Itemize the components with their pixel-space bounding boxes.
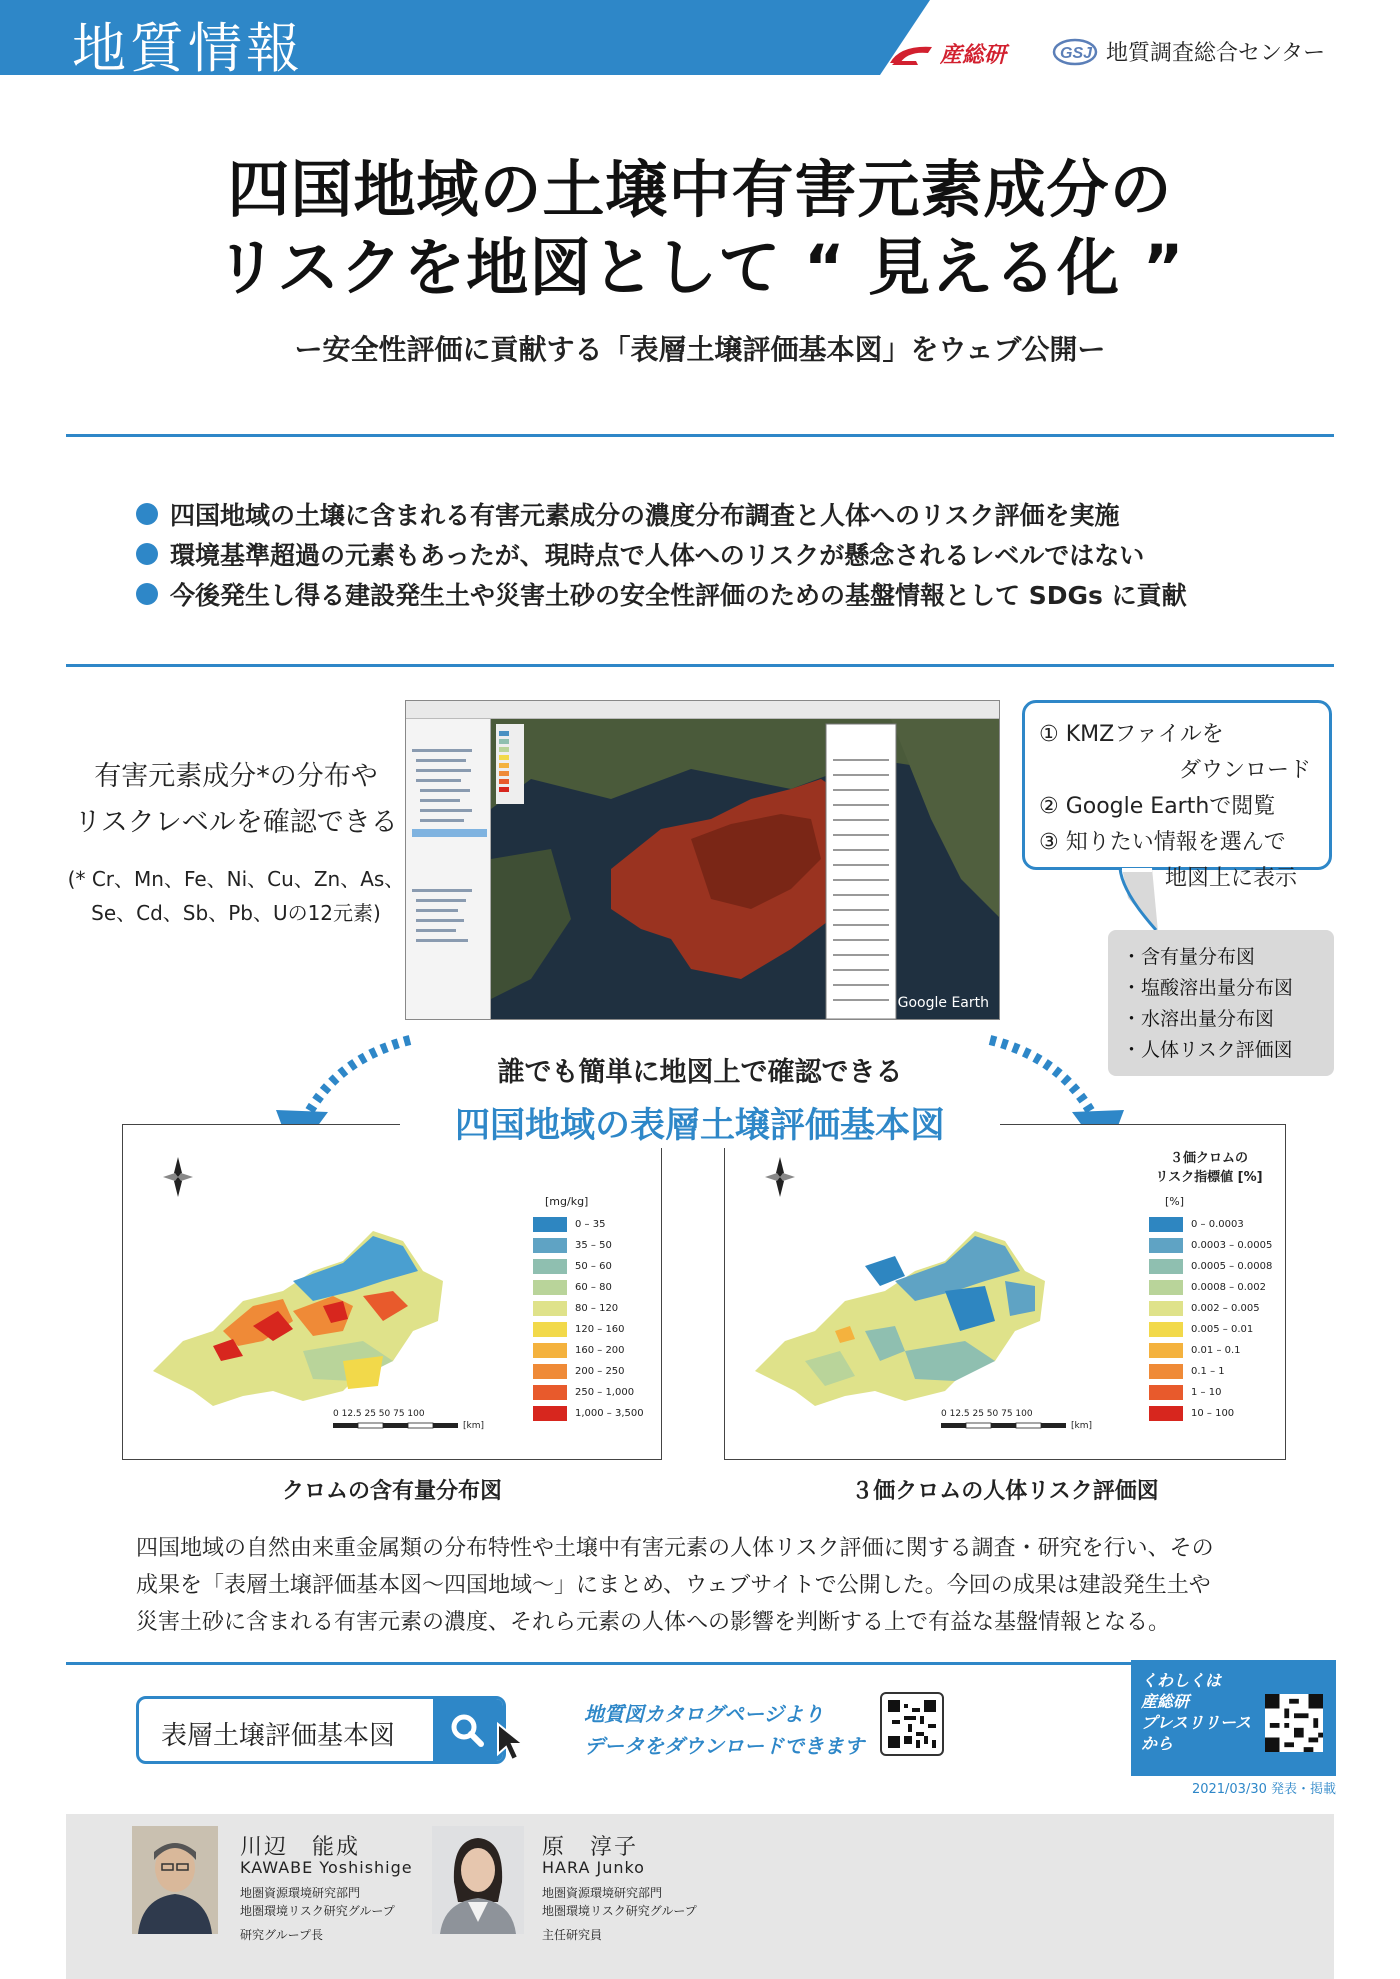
right-map-caption: ３価クロムの人体リスク評価図 bbox=[851, 1479, 1159, 1504]
bullet-text: 今後発生し得る建設発生土や災害土砂の安全性評価のための基盤情報として SDGs に貢献 bbox=[170, 581, 1187, 610]
step-3-cont: 地図上に表示 bbox=[1165, 866, 1298, 891]
legend-label: 250 – 1,000 bbox=[575, 1387, 635, 1398]
legend-label: 50 – 60 bbox=[575, 1261, 612, 1272]
map-type-item: ・塩酸溶出量分布図 bbox=[1122, 977, 1294, 999]
left-caption-line: リスクレベルを確認できる bbox=[74, 807, 398, 838]
atlas-title: 四国地域の表層土壌評価基本図 bbox=[400, 1098, 1000, 1148]
legend-row bbox=[533, 1238, 612, 1253]
author-name-en: KAWABE Yoshishige bbox=[240, 1858, 413, 1877]
legend-row bbox=[1149, 1217, 1244, 1232]
legend-row bbox=[533, 1301, 618, 1316]
aist-mark-icon bbox=[888, 41, 934, 67]
legend-row bbox=[533, 1217, 605, 1232]
legend-swatch bbox=[1149, 1322, 1183, 1337]
bullet-text: 環境基準超過の元素もあったが、現時点で人体へのリスクが懸念されるレベルではない bbox=[170, 541, 1145, 570]
north-arrow-icon bbox=[763, 1155, 797, 1201]
legend-label: 0.002 – 0.005 bbox=[1191, 1303, 1260, 1314]
shikoku-chromium-map bbox=[143, 1211, 463, 1411]
legend-row bbox=[533, 1259, 612, 1274]
element-note-line: Se、Cd、Sb、Pb、Uの12元素) bbox=[91, 901, 381, 925]
screenshot-sidebar bbox=[406, 719, 491, 1019]
gsj-logo-text: 地質調査総合センター bbox=[1106, 41, 1326, 66]
legend-swatch bbox=[1149, 1301, 1183, 1316]
map-type-item: ・含有量分布図 bbox=[1122, 946, 1256, 968]
press-line: プレスリリース bbox=[1141, 1713, 1252, 1732]
body-line: 四国地域の自然由来重金属類の分布特性や土壌中有害元素の人体リスク評価に関する調査・研究を行い、その bbox=[136, 1536, 1214, 1561]
legend-swatch bbox=[1149, 1238, 1183, 1253]
affiliation-line: 地圏環境リスク研究グループ bbox=[542, 1904, 697, 1918]
legend-swatch bbox=[1149, 1364, 1183, 1379]
author-photo-kawabe bbox=[132, 1826, 218, 1934]
legend-label: 120 – 160 bbox=[575, 1324, 625, 1335]
legend-row bbox=[1149, 1406, 1234, 1421]
screenshot-menubar bbox=[406, 701, 999, 719]
divider-top bbox=[66, 434, 1334, 437]
legend-row bbox=[1149, 1301, 1260, 1316]
map-type-item: ・水溶出量分布図 bbox=[1122, 1008, 1275, 1030]
risk-legend-heading bbox=[1149, 1147, 1269, 1185]
scale-bar-icon bbox=[333, 1421, 483, 1431]
legend-label: 35 – 50 bbox=[575, 1240, 612, 1251]
catalog-qr-code-icon[interactable] bbox=[888, 1700, 936, 1748]
shikoku-risk-map bbox=[745, 1211, 1075, 1411]
speech-pointer-icon bbox=[1108, 868, 1168, 932]
author-name-jp: 原 淳子 bbox=[542, 1835, 639, 1860]
map-type-item: ・人体リスク評価図 bbox=[1122, 1039, 1293, 1061]
legend-label: 60 – 80 bbox=[575, 1282, 612, 1293]
legend-label: 160 – 200 bbox=[575, 1345, 625, 1356]
step-2: ② Google Earthで閲覧 bbox=[1039, 794, 1276, 819]
search-icon bbox=[433, 1699, 503, 1761]
map-types-box bbox=[1108, 930, 1334, 1076]
scale-bar-icon bbox=[941, 1421, 1091, 1431]
legend-label: 10 – 100 bbox=[1191, 1408, 1235, 1419]
affiliation-line: 地圏資源環境研究部門 bbox=[542, 1886, 663, 1900]
legend-swatch bbox=[533, 1217, 567, 1232]
search-button[interactable] bbox=[433, 1699, 503, 1761]
bullet-text: 四国地域の土壌に含まれる有害元素成分の濃度分布調査と人体へのリスク評価を実施 bbox=[170, 501, 1120, 530]
bullet-dot-icon bbox=[136, 503, 158, 525]
legend-swatch bbox=[533, 1322, 567, 1337]
legend-swatch bbox=[533, 1301, 567, 1316]
risk-legend-heading-line: ３価クロムの bbox=[1169, 1151, 1248, 1166]
scale-labels: 0 12.5 25 50 75 100 bbox=[333, 1409, 425, 1419]
legend-label: 0 – 0.0003 bbox=[1191, 1219, 1244, 1230]
press-release-box[interactable] bbox=[1131, 1660, 1336, 1776]
legend-row bbox=[533, 1406, 644, 1421]
legend-row bbox=[1149, 1364, 1225, 1379]
authors-footer bbox=[66, 1814, 1334, 1979]
legend-label: 80 – 120 bbox=[575, 1303, 619, 1314]
chromium-risk-map bbox=[724, 1124, 1286, 1460]
body-line: 成果を「表層土壌評価基本図〜四国地域〜」にまとめ、ウェブサイトで公開した。今回の成果は建設発生土や bbox=[136, 1573, 1211, 1598]
legend-row bbox=[1149, 1385, 1221, 1400]
page-subtitle: ー安全性評価に貢献する「表層土壌評価基本図」をウェブ公開ー bbox=[294, 333, 1106, 366]
legend-swatch bbox=[533, 1238, 567, 1253]
press-qr-code-icon[interactable] bbox=[1265, 1694, 1323, 1752]
catalog-note bbox=[584, 1698, 864, 1762]
scale-unit: [km] bbox=[1071, 1421, 1093, 1431]
left-caption-line: 有害元素成分*の分布や bbox=[94, 761, 378, 792]
step-1-cont: ダウンロード bbox=[1179, 758, 1312, 783]
search-box[interactable] bbox=[136, 1696, 506, 1764]
body-paragraph bbox=[136, 1530, 1276, 1641]
legend-label: 0 – 35 bbox=[575, 1219, 606, 1230]
press-line: から bbox=[1141, 1734, 1174, 1753]
chromium-content-map bbox=[122, 1124, 662, 1460]
legend-row bbox=[1149, 1259, 1272, 1274]
page-title-line1: 四国地域の土壌中有害元素成分の bbox=[227, 153, 1173, 226]
bullet-dot-icon bbox=[136, 543, 158, 565]
press-release-text bbox=[1141, 1670, 1251, 1754]
legend-row bbox=[1149, 1238, 1272, 1253]
legend-label: 1 – 10 bbox=[1191, 1387, 1222, 1398]
north-arrow-icon bbox=[161, 1155, 195, 1201]
author-role: 研究グループ長 bbox=[240, 1928, 324, 1942]
legend-swatch bbox=[533, 1343, 567, 1358]
legend-label: 0.0003 – 0.0005 bbox=[1191, 1240, 1273, 1251]
bullet-item bbox=[136, 574, 1187, 614]
legend-label: 200 – 250 bbox=[575, 1366, 625, 1377]
body-line: 災害土砂に含まれる有害元素の濃度、それら元素の人体への影響を判断する上で有益な基盤情報となる。 bbox=[136, 1610, 1171, 1635]
bullet-item bbox=[136, 534, 1187, 574]
legend-row bbox=[533, 1343, 625, 1358]
step-3: ③ 知りたい情報を選んで bbox=[1039, 830, 1286, 855]
legend-swatch bbox=[533, 1385, 567, 1400]
publish-date: 2021/03/30 発表・掲載 bbox=[1191, 1782, 1336, 1797]
author-role: 主任研究員 bbox=[542, 1928, 603, 1942]
legend-label: 0.0008 – 0.002 bbox=[1191, 1282, 1266, 1293]
affiliation-line: 地圏資源環境研究部門 bbox=[240, 1886, 361, 1900]
legend-label: 0.01 – 0.1 bbox=[1191, 1345, 1241, 1356]
legend-row bbox=[1149, 1280, 1266, 1295]
element-note bbox=[66, 862, 406, 930]
page-title-line2: リスクを地図として “ 見える化 ” bbox=[215, 231, 1185, 304]
legend-row bbox=[533, 1385, 634, 1400]
search-query-text: 表層土壌評価基本図 bbox=[161, 1721, 396, 1751]
gsj-logo bbox=[1052, 36, 1325, 67]
legend-label: 1,000 – 3,500 bbox=[575, 1408, 644, 1419]
legend-row bbox=[533, 1364, 625, 1379]
legend-swatch bbox=[533, 1364, 567, 1379]
catalog-line: データをダウンロードできます bbox=[584, 1734, 864, 1758]
aist-logo-text: 産総研 bbox=[940, 43, 1007, 68]
summary-bullets bbox=[136, 494, 1187, 614]
element-note-line: (* Cr、Mn、Fe、Ni、Cu、Zn、As、 bbox=[67, 867, 405, 891]
legend-label: 0.1 – 1 bbox=[1191, 1366, 1225, 1377]
gsj-mark-icon bbox=[1052, 38, 1098, 66]
legend-title: [%] bbox=[1165, 1195, 1185, 1208]
legend-swatch bbox=[1149, 1280, 1183, 1295]
legend-row bbox=[1149, 1343, 1241, 1358]
google-earth-screenshot bbox=[405, 700, 1000, 1020]
left-map-caption: クロムの含有量分布図 bbox=[281, 1479, 502, 1504]
screenshot-map bbox=[491, 719, 999, 1019]
bullet-dot-icon bbox=[136, 583, 158, 605]
catalog-line: 地質図カタログページより bbox=[584, 1702, 824, 1726]
cursor-arrow-icon bbox=[496, 1722, 528, 1762]
center-caption: 誰でも簡単に地図上で確認できる bbox=[497, 1057, 903, 1088]
author-affiliation bbox=[240, 1884, 395, 1920]
legend-row bbox=[533, 1280, 612, 1295]
sidebar-tree-icon bbox=[406, 719, 491, 1019]
bullet-item bbox=[136, 494, 1187, 534]
legend-swatch bbox=[533, 1280, 567, 1295]
legend-row bbox=[1149, 1322, 1253, 1337]
legend-swatch bbox=[1149, 1406, 1183, 1421]
legend-swatch bbox=[1149, 1259, 1183, 1274]
header-tag: 地質情報 bbox=[72, 17, 304, 80]
legend-swatch bbox=[533, 1406, 567, 1421]
legend-label: 0.0005 – 0.0008 bbox=[1191, 1261, 1273, 1272]
step-1: ① KMZファイルを bbox=[1039, 722, 1224, 747]
affiliation-line: 地圏環境リスク研究グループ bbox=[240, 1904, 395, 1918]
author-name-en: HARA Junko bbox=[542, 1858, 645, 1877]
press-line: 産総研 bbox=[1141, 1692, 1190, 1711]
svg-text:GSJ: GSJ bbox=[1060, 44, 1093, 62]
legend-swatch bbox=[1149, 1385, 1183, 1400]
steps-box bbox=[1022, 700, 1332, 891]
divider-middle bbox=[66, 664, 1334, 667]
legend-swatch bbox=[1149, 1343, 1183, 1358]
risk-legend-heading-line: リスク指標値 [%] bbox=[1155, 1170, 1263, 1185]
author-affiliation bbox=[542, 1884, 697, 1920]
author-name-jp: 川辺 能成 bbox=[240, 1835, 361, 1860]
legend-row bbox=[533, 1322, 625, 1337]
aist-logo bbox=[888, 38, 1006, 69]
scale-unit: [km] bbox=[463, 1421, 485, 1431]
scale-labels: 0 12.5 25 50 75 100 bbox=[941, 1409, 1033, 1419]
legend-title: [mg/kg] bbox=[545, 1195, 589, 1208]
legend-label: 0.005 – 0.01 bbox=[1191, 1324, 1254, 1335]
legend-swatch bbox=[533, 1259, 567, 1274]
google-earth-watermark: Google Earth bbox=[897, 995, 989, 1011]
left-caption bbox=[66, 754, 406, 846]
satellite-map-image bbox=[491, 719, 1000, 1020]
press-line: くわしくは bbox=[1141, 1671, 1222, 1690]
legend-swatch bbox=[1149, 1217, 1183, 1232]
author-photo-hara bbox=[432, 1826, 524, 1934]
